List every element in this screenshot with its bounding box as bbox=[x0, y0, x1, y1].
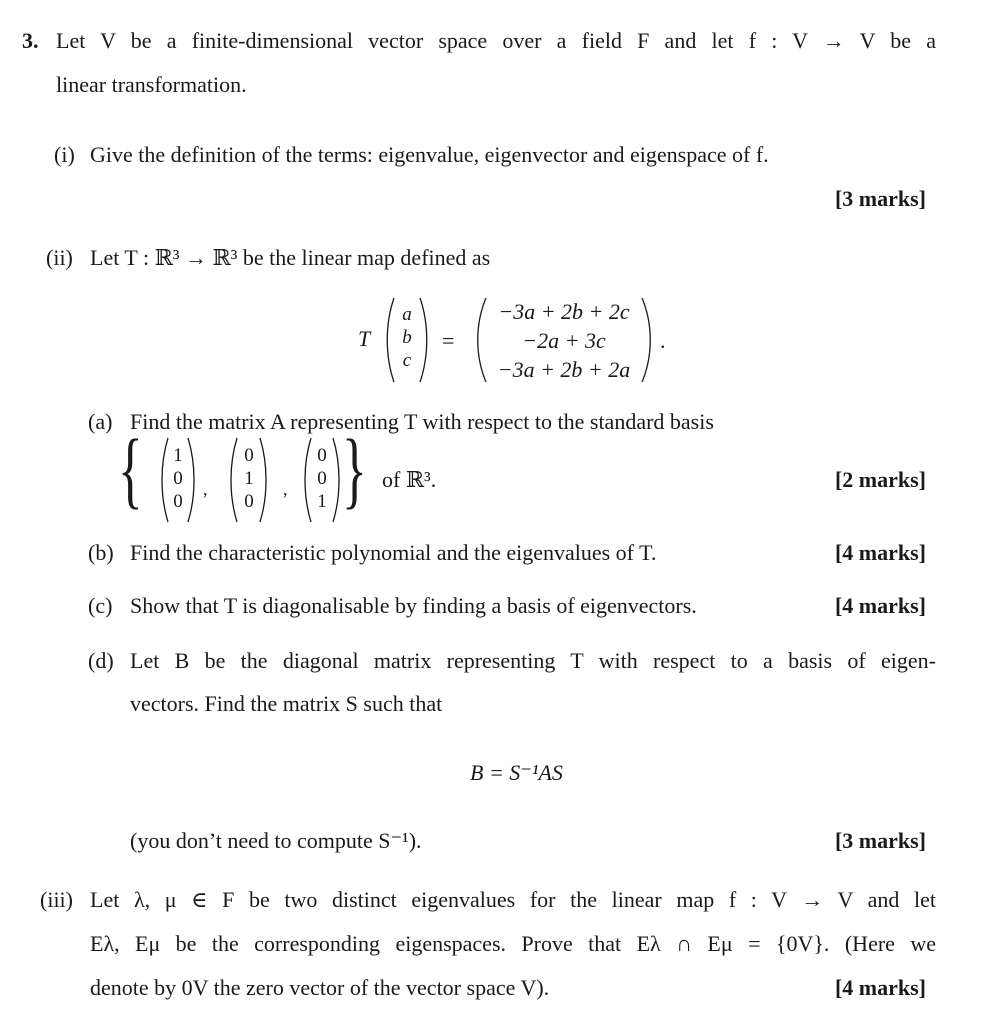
part-ii-d-label: (d) bbox=[88, 648, 114, 673]
part-iii-line2: Eλ, Eμ be the corresponding eigenspaces. Prove that Eλ ∩ Eμ = {0V}. (Here we bbox=[90, 931, 936, 956]
map-equals: = bbox=[442, 328, 455, 353]
input-left-paren bbox=[384, 296, 396, 384]
basis-right-brace: } bbox=[342, 421, 367, 517]
basis-vec1-right-paren bbox=[187, 436, 197, 524]
part-iii-line1: Let λ, μ ∈ F be two distinct eigenvalues for the linear map f : V → V and let bbox=[90, 887, 936, 912]
part-ii-b-marks: [4 marks] bbox=[834, 540, 926, 565]
part-ii-text: Let T : ℝ³ → ℝ³ be the linear map defined as bbox=[90, 245, 491, 270]
question-number: 3. bbox=[22, 28, 39, 53]
basis-vec3-left-paren bbox=[302, 436, 312, 524]
basis-left-brace: { bbox=[118, 421, 143, 517]
question-intro-line1: Let V be a finite-dimensional vector space over a field F and let f : V → V be a bbox=[56, 28, 936, 53]
input-right-paren bbox=[418, 296, 430, 384]
part-iii-marks: [4 marks] bbox=[834, 975, 926, 1000]
part-ii-a-text: Find the matrix A representing T with respect to the standard basis bbox=[130, 409, 714, 434]
map-output-vector bbox=[488, 297, 640, 384]
map-output-row2: −2a + 3c bbox=[522, 328, 606, 353]
map-period: . bbox=[660, 328, 666, 353]
part-ii-b-label: (b) bbox=[88, 540, 114, 565]
basis-vec2-right-paren bbox=[259, 436, 269, 524]
part-ii-d-line2: vectors. Find the matrix S such that bbox=[130, 691, 443, 716]
map-output-row1: −3a + 2b + 2c bbox=[498, 299, 630, 324]
basis-vector-3: 0 0 1 bbox=[317, 445, 327, 512]
part-i-text: Give the definition of the terms: eigenvalue, eigenvector and eigenspace of f. bbox=[90, 142, 769, 167]
basis-comma-2: , bbox=[283, 479, 288, 499]
part-ii-b-text: Find the characteristic polynomial and the eigenvalues of T. bbox=[130, 540, 657, 565]
part-ii-a-label: (a) bbox=[88, 409, 113, 434]
basis-vector-1: 1 0 0 bbox=[173, 445, 183, 512]
map-lhs-symbol: T bbox=[358, 326, 371, 351]
output-right-paren bbox=[640, 296, 654, 384]
similarity-equation: B = S⁻¹AS bbox=[470, 760, 563, 785]
basis-suffix: of ℝ³. bbox=[382, 467, 437, 492]
map-input-c: c bbox=[402, 350, 412, 371]
part-iii-label: (iii) bbox=[40, 887, 73, 912]
part-ii-a-marks: [2 marks] bbox=[834, 467, 926, 492]
basis-comma-1: , bbox=[203, 479, 208, 499]
part-ii-c-marks: [4 marks] bbox=[834, 593, 926, 618]
part-ii-c-label: (c) bbox=[88, 593, 113, 618]
output-left-paren bbox=[474, 296, 488, 384]
part-iii-line3: denote by 0V the zero vector of the vector space V). bbox=[90, 975, 550, 1000]
map-output-row3: −3a + 2b + 2a bbox=[497, 357, 631, 382]
basis-vec2-left-paren bbox=[228, 436, 238, 524]
map-input-vector bbox=[396, 303, 418, 372]
part-i-label: (i) bbox=[54, 142, 75, 167]
question-intro-line2: linear transformation. bbox=[56, 72, 247, 97]
map-input-a: a bbox=[402, 304, 412, 325]
part-i-marks: [3 marks] bbox=[834, 186, 926, 211]
part-ii-d-line1: Let B be the diagonal matrix representing T with respect to a basis of eigen- bbox=[130, 648, 936, 673]
part-ii-label: (ii) bbox=[46, 245, 73, 270]
part-ii-d-marks: [3 marks] bbox=[834, 828, 926, 853]
part-ii-c-text: Show that T is diagonalisable by finding a basis of eigenvectors. bbox=[130, 593, 697, 618]
map-input-b: b bbox=[402, 327, 412, 348]
basis-vector-2: 0 1 0 bbox=[244, 445, 254, 512]
basis-vec3-right-paren bbox=[332, 436, 342, 524]
part-ii-d-note: (you don’t need to compute S⁻¹). bbox=[130, 828, 422, 853]
